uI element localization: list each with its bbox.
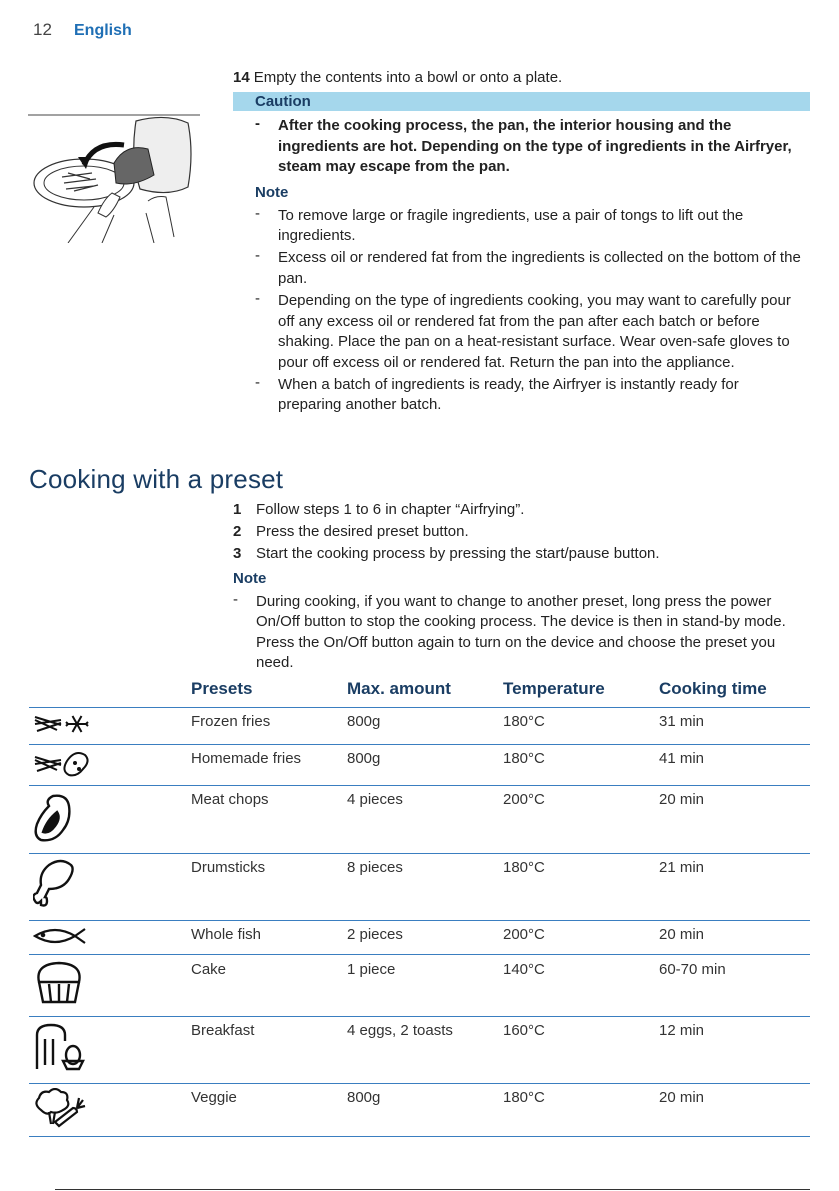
table-cell-temp: 200°C bbox=[503, 926, 545, 943]
note-label: Note bbox=[255, 184, 289, 201]
table-cell-preset: Cake bbox=[191, 961, 227, 978]
table-divider bbox=[29, 853, 810, 854]
page-number: 12 bbox=[33, 20, 52, 39]
table-cell-amount: 4 pieces bbox=[347, 791, 403, 808]
caution-list bbox=[255, 116, 805, 179]
table-cell-amount: 800g bbox=[347, 713, 381, 730]
table-cell-temp: 200°C bbox=[503, 791, 545, 808]
table-cell-preset: Drumsticks bbox=[191, 859, 266, 876]
table-divider bbox=[29, 1083, 810, 1084]
step-item: 1 Follow steps 1 to 6 in chapter “Airfrying”. bbox=[233, 501, 525, 518]
col-header-presets: Presets bbox=[191, 679, 253, 698]
col-header-amount: Max. amount bbox=[347, 679, 451, 698]
step-number: 14 bbox=[233, 69, 250, 86]
note-section-2 bbox=[233, 569, 808, 675]
table-divider bbox=[29, 954, 810, 955]
table-cell-temp: 180°C bbox=[503, 750, 545, 767]
table-cell-time: 20 min bbox=[659, 791, 705, 808]
note-item: - Excess oil or rendered fat from the ingredients is collected on the bottom of the pan. bbox=[255, 247, 801, 287]
table-divider bbox=[29, 707, 810, 708]
table-cell-time: 31 min bbox=[659, 713, 705, 730]
note-item: - During cooking, if you want to change to another preset, long press the power On/Off button to stop the cooking process. The device is then in stand-by mode. Press the On/Off button again to turn on the device and choose the preset you need. bbox=[233, 590, 786, 672]
table-divider bbox=[29, 744, 810, 745]
table-cell-amount: 4 eggs, 2 toasts bbox=[347, 1022, 453, 1039]
step-item: 2 Press the desired preset button. bbox=[233, 523, 469, 541]
note-item: - To remove large or fragile ingredients, use a pair of tongs to lift out the ingredients. bbox=[255, 204, 744, 245]
section-title: Cooking with a preset bbox=[29, 464, 284, 494]
homemade-fries-icon bbox=[33, 749, 89, 779]
col-header-time: Cooking time bbox=[659, 679, 767, 698]
step-item: 3 Start the cooking process by pressing the start/pause button. bbox=[233, 545, 660, 563]
table-cell-time: 41 min bbox=[659, 750, 705, 767]
veggie-icon bbox=[33, 1088, 87, 1128]
steps-list bbox=[233, 500, 808, 566]
step-text: Empty the contents into a bowl or onto a plate. bbox=[253, 69, 563, 86]
meat-chops-icon bbox=[33, 792, 73, 844]
frozen-fries-icon bbox=[33, 711, 89, 737]
caution-bar bbox=[233, 92, 810, 111]
note-item: - When a batch of ingredients is ready, the Airfryer is instantly ready for preparing another batch. bbox=[255, 373, 739, 414]
step-14 bbox=[233, 68, 562, 89]
table-cell-time: 12 min bbox=[659, 1022, 705, 1039]
footer-divider bbox=[55, 1189, 810, 1190]
table-cell-amount: 800g bbox=[347, 1089, 381, 1106]
table-cell-preset: Meat chops bbox=[191, 791, 269, 808]
table-cell-amount: 8 pieces bbox=[347, 859, 403, 876]
drumstick-icon bbox=[33, 859, 75, 909]
table-cell-time: 20 min bbox=[659, 1089, 705, 1106]
table-cell-temp: 180°C bbox=[503, 1089, 545, 1106]
note-label: Note bbox=[233, 570, 267, 587]
table-cell-amount: 1 piece bbox=[347, 961, 396, 978]
col-header-temperature: Temperature bbox=[503, 679, 605, 698]
caution-item: - After the cooking process, the pan, the interior housing and the ingredients are hot. Depending on the type of ingredients in the Airfryer, steam may escape from the pan. bbox=[255, 115, 792, 176]
table-cell-time: 60-70 min bbox=[659, 961, 726, 978]
cake-icon bbox=[33, 960, 85, 1006]
table-cell-temp: 140°C bbox=[503, 961, 545, 978]
table-cell-time: 21 min bbox=[659, 859, 705, 876]
table-cell-temp: 160°C bbox=[503, 1022, 545, 1039]
table-cell-time: 20 min bbox=[659, 926, 705, 943]
breakfast-icon bbox=[33, 1021, 85, 1073]
table-cell-temp: 180°C bbox=[503, 713, 545, 730]
table-cell-preset: Whole fish bbox=[191, 926, 262, 943]
table-divider bbox=[29, 785, 810, 786]
table-divider bbox=[29, 920, 810, 921]
fish-icon bbox=[33, 926, 87, 946]
caution-label: Caution bbox=[255, 93, 311, 110]
table-cell-preset: Frozen fries bbox=[191, 713, 271, 730]
note-section bbox=[255, 183, 805, 418]
table-cell-preset: Homemade fries bbox=[191, 750, 302, 767]
table-cell-preset: Breakfast bbox=[191, 1022, 255, 1039]
table-divider bbox=[29, 1016, 810, 1017]
table-cell-preset: Veggie bbox=[191, 1089, 237, 1106]
note-item: - Depending on the type of ingredients cooking, you may want to carefully pour off any excess oil or rendered fat from the pan after each batch or before shaking. Place the pan on a heat-resistant surface. Wear oven-safe gloves to pour off excess oil or rendered fat. Return the pan into the appliance. bbox=[255, 289, 791, 371]
table-cell-amount: 800g bbox=[347, 750, 381, 767]
language-label: English bbox=[74, 22, 132, 39]
table-divider bbox=[29, 1136, 810, 1137]
table-cell-temp: 180°C bbox=[503, 859, 545, 876]
emptying-pan-illustration bbox=[28, 103, 200, 243]
table-cell-amount: 2 pieces bbox=[347, 926, 403, 943]
